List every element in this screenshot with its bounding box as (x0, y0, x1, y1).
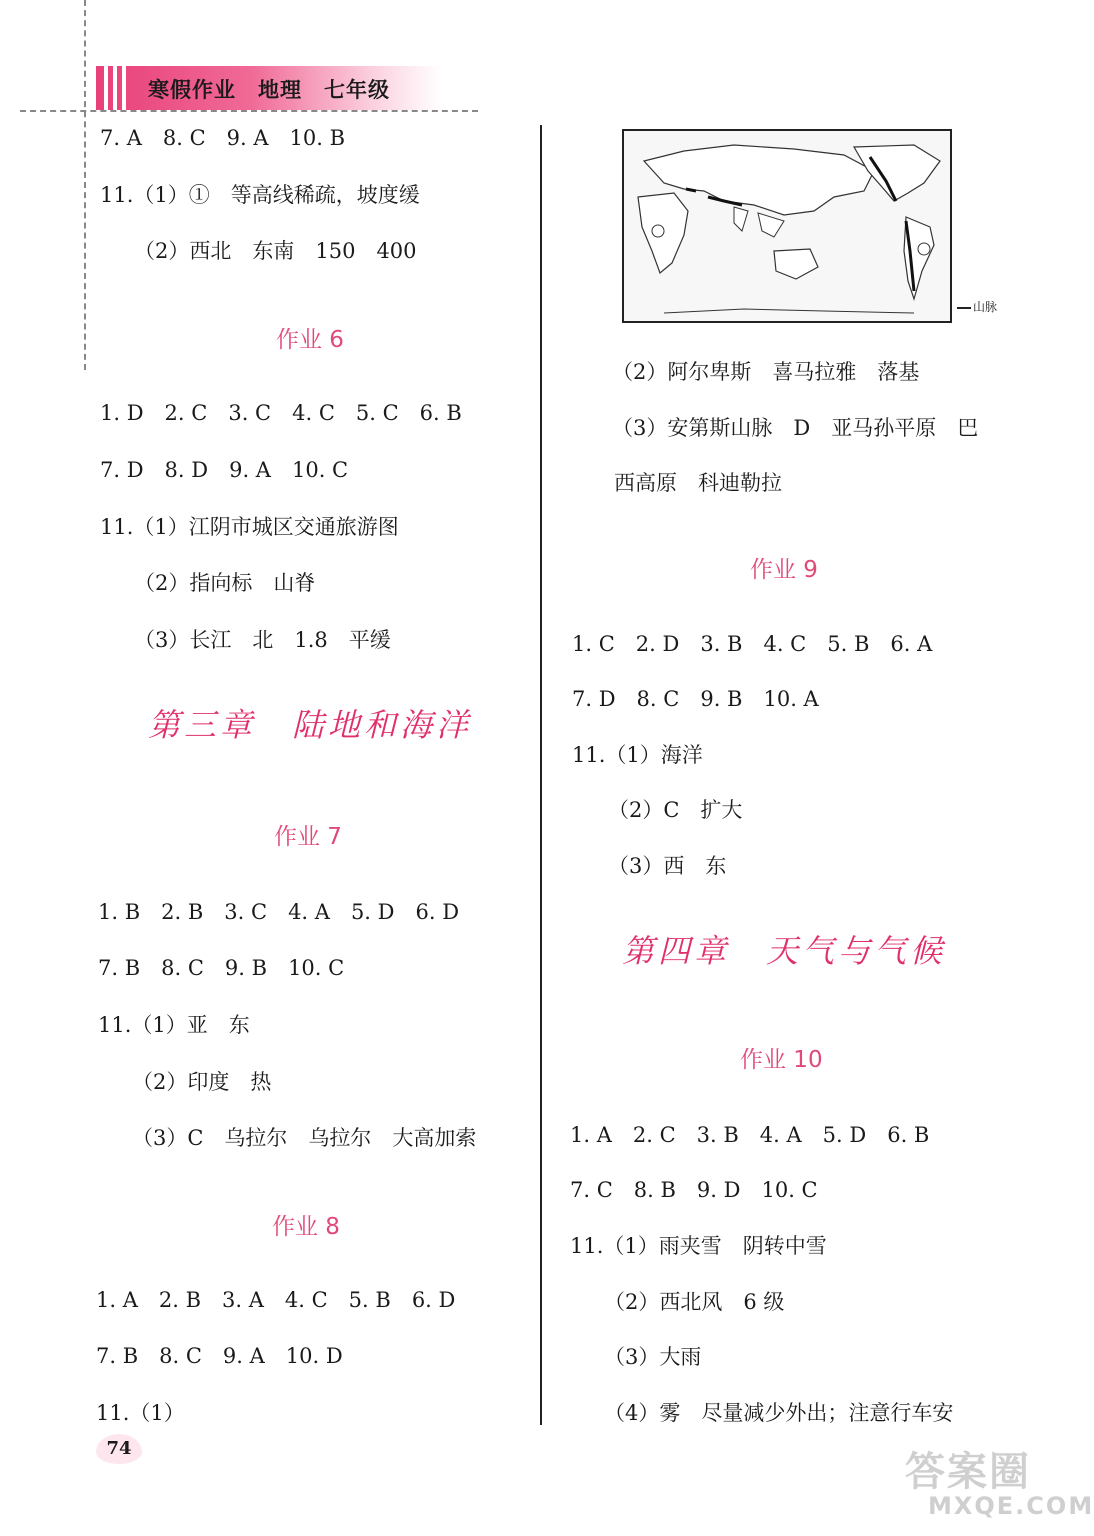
header-title: 寒假作业 地理 七年级 (148, 77, 390, 102)
answer-line: 11.（1） (96, 1401, 185, 1425)
header-stripe (122, 66, 126, 110)
world-map (622, 129, 952, 323)
answer-line: 7. D 8. C 9. B 10. A (572, 687, 819, 711)
homework-heading: 作业 8 (272, 1214, 340, 1240)
answer-line: （3）C 乌拉尔 乌拉尔 大高加索 (132, 1126, 477, 1150)
answer-line: 1. B 2. B 3. C 4. A 5. D 6. D (98, 900, 460, 924)
answer-line: （3）长江 北 1.8 平缓 (134, 628, 391, 652)
answer-line: （2）印度 热 (132, 1070, 272, 1094)
answer-line: 1. D 2. C 3. C 4. C 5. C 6. B (100, 401, 462, 425)
answer-line: （2）阿尔卑斯 喜马拉雅 落基 (612, 360, 920, 384)
page-number: 74 (96, 1434, 142, 1464)
answer-line: 1. A 2. B 3. A 4. C 5. B 6. D (96, 1288, 456, 1312)
answer-line: （3）大雨 (604, 1345, 702, 1369)
chapter-title: 第三章 陆地和海洋 (148, 706, 473, 744)
answer-line: 1. C 2. D 3. B 4. C 5. B 6. A (572, 632, 933, 656)
answer-line: （3）安第斯山脉 D 亚马孙平原 巴 (612, 416, 979, 440)
column-divider (540, 125, 542, 1425)
homework-heading: 作业 6 (276, 327, 344, 353)
answer-line: 7. B 8. C 9. B 10. C (98, 956, 345, 980)
homework-heading: 作业 10 (740, 1047, 823, 1073)
answer-line: 7. A 8. C 9. A 10. B (100, 126, 346, 150)
answer-line: （2）西北风 6 级 (604, 1290, 785, 1314)
header-stripe (113, 66, 117, 110)
answer-line: （4）雾 尽量减少外出；注意行车安 (604, 1401, 954, 1425)
dashed-margin-line (84, 0, 86, 370)
answer-line: （2）C 扩大 (608, 798, 743, 822)
watermark-logo: 答案圈 (905, 1448, 1031, 1495)
homework-heading: 作业 7 (274, 824, 342, 850)
answer-line: 11.（1）海洋 (572, 743, 703, 767)
answer-line: （2）西北 东南 150 400 (134, 239, 417, 263)
answer-line: 西高原 科迪勒拉 (614, 471, 782, 495)
homework-heading: 作业 9 (750, 557, 818, 583)
watermark-url: MXQE.COM (928, 1492, 1094, 1520)
dashed-header-line (20, 110, 478, 112)
answer-line: 1. A 2. C 3. B 4. A 5. D 6. B (570, 1123, 930, 1147)
mountain-legend-icon (957, 307, 971, 309)
answer-line: 11.（1）① 等高线稀疏，坡度缓 (100, 183, 420, 207)
answer-line: （3）西 东 (608, 854, 727, 878)
answer-line: 7. B 8. C 9. A 10. D (96, 1344, 343, 1368)
world-map-drawing (624, 131, 950, 321)
answer-line: 11.（1）江阴市城区交通旅游图 (100, 515, 399, 539)
chapter-title: 第四章 天气与气候 (622, 932, 947, 970)
answer-line: 11.（1）雨夹雪 阴转中雪 (570, 1234, 827, 1258)
answer-line: 7. C 8. B 9. D 10. C (570, 1178, 818, 1202)
answer-line: 11.（1）亚 东 (98, 1013, 250, 1037)
answer-line: 7. D 8. D 9. A 10. C (100, 458, 349, 482)
header-stripe (104, 66, 108, 110)
map-legend: 山脉 (957, 298, 997, 315)
answer-line: （2）指向标 山脊 (134, 571, 316, 595)
